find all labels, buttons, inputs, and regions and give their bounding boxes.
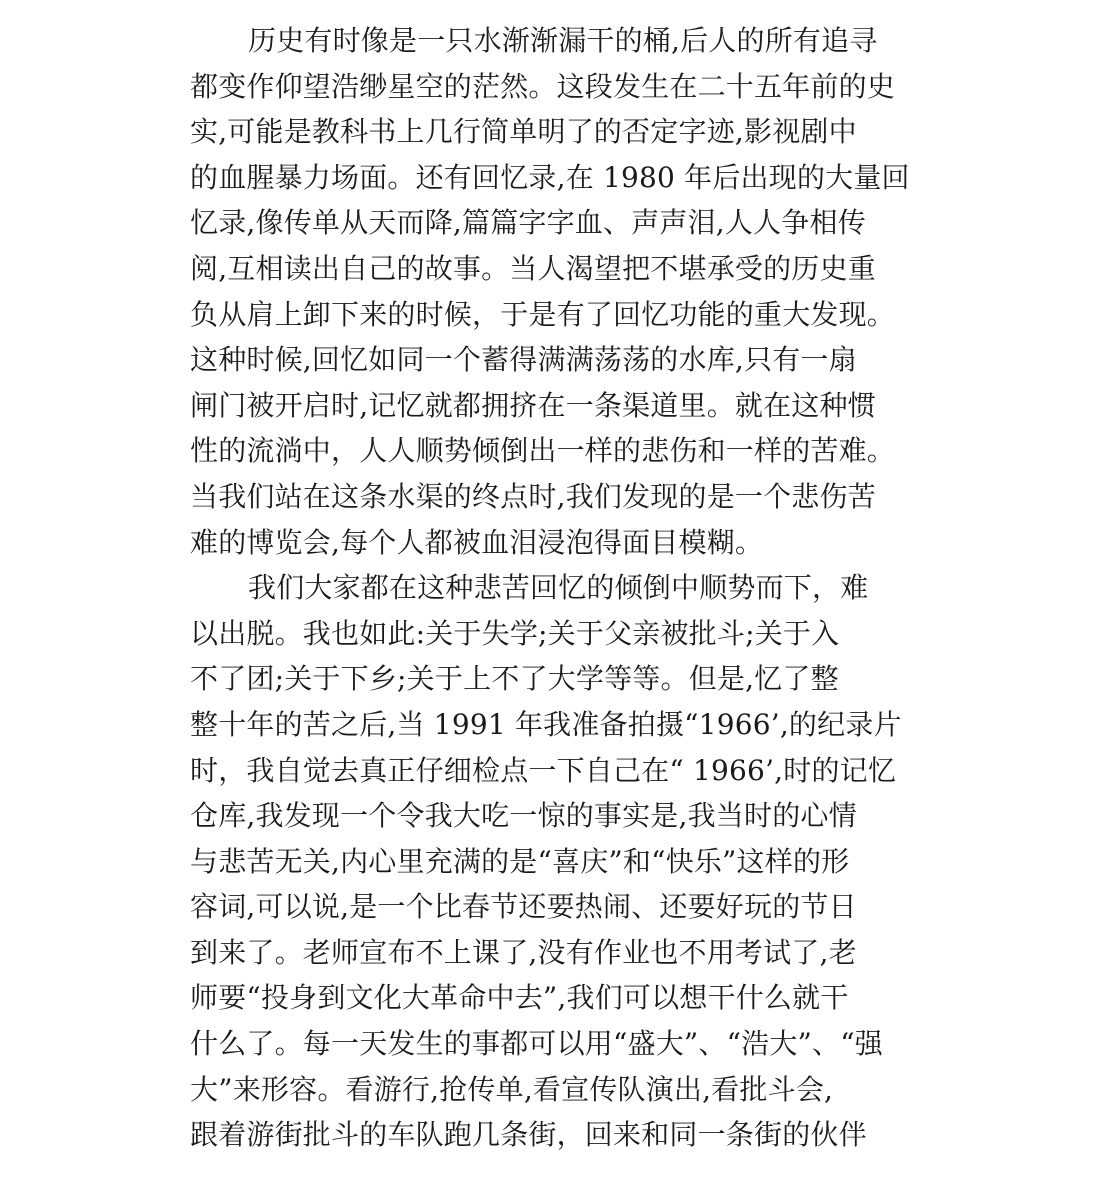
text-line: 什么了。每一天发生的事都可以用“盛大”、“浩大”、“强 bbox=[190, 1027, 883, 1061]
text-line: 当我们站在这条水渠的终点时,我们发现的是一个悲伤苦 bbox=[190, 479, 876, 513]
text-line: 阅,互相读出自己的故事。当人渴望把不堪承受的历史重 bbox=[190, 251, 876, 285]
text-line: 大”来形容。看游行,抢传单,看宣传队演出,看批斗会, bbox=[190, 1072, 834, 1106]
text-line: 不了团;关于下乡;关于上不了大学等等。但是,忆了整 bbox=[190, 662, 839, 696]
paragraph-1 bbox=[190, 18, 910, 565]
text-line: 容词,可以说,是一个比春节还要热闹、还要好玩的节日 bbox=[190, 890, 857, 924]
text-line: 时，我自觉去真正仔细检点一下自己在“ 1966’,时的记忆 bbox=[190, 753, 897, 787]
document-page bbox=[190, 18, 910, 1158]
text-line: 师要“投身到文化大革命中去”,我们可以想干什么就干 bbox=[190, 981, 849, 1015]
text-line: 难的博览会,每个人都被血泪浸泡得面目模糊。 bbox=[190, 525, 764, 559]
text-line: 与悲苦无关,内心里充满的是“喜庆”和“快乐”这样的形 bbox=[190, 844, 850, 878]
text-line: 忆录,像传单从天而降,篇篇字字血、声声泪,人人争相传 bbox=[190, 206, 866, 240]
text-line: 整十年的苦之后,当 1991 年我准备拍摄“1966’,的纪录片 bbox=[190, 707, 902, 741]
text-line: 到来了。老师宣布不上课了,没有作业也不用考试了,老 bbox=[190, 935, 857, 969]
text-line: 这种时候,回忆如同一个蓄得满满荡荡的水库,只有一扇 bbox=[190, 343, 857, 377]
text-line: 历史有时像是一只水渐渐漏干的桶,后人的所有追寻 bbox=[248, 24, 878, 57]
text-line: 闸门被开启时,记忆就都拥挤在一条渠道里。就在这种惯 bbox=[190, 388, 876, 422]
text-line: 负从肩上卸下来的时候，于是有了回忆功能的重大发现。 bbox=[190, 297, 896, 331]
text-line: 跟着游街批斗的车队跑几条街，回来和同一条街的伙伴 bbox=[190, 1118, 867, 1152]
text-line: 仓库,我发现一个令我大吃一惊的事实是,我当时的心情 bbox=[190, 799, 857, 833]
text-line: 都变作仰望浩缈星空的茫然。这段发生在二十五年前的史 bbox=[190, 69, 896, 103]
paragraph-2 bbox=[190, 565, 910, 1158]
text-line: 性的流淌中，人人顺势倾倒出一样的悲伤和一样的苦难。 bbox=[190, 434, 896, 468]
text-line: 的血腥暴力场面。还有回忆录,在 1980 年后出现的大量回 bbox=[190, 160, 910, 194]
text-line: 以出脱。我也如此:关于失学;关于父亲被批斗;关于入 bbox=[190, 616, 840, 650]
text-line: 我们大家都在这种悲苦回忆的倾倒中顺势而下，难 bbox=[248, 571, 869, 605]
text-line: 实,可能是教科书上几行简单明了的否定字迹,影视剧中 bbox=[190, 115, 857, 149]
